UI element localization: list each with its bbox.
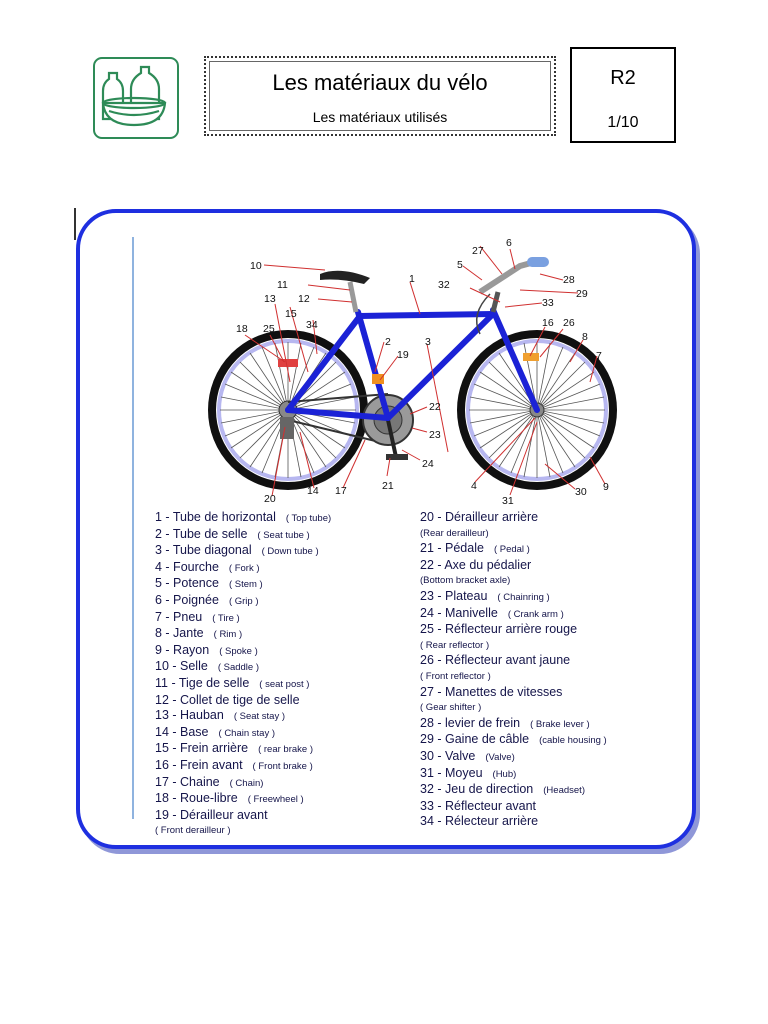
margin-mark — [74, 208, 76, 240]
label-3: 3 — [425, 336, 431, 348]
label-18: 18 — [236, 323, 248, 335]
part-list-item — [420, 782, 607, 799]
part-name-fr: 31 - Moyeu — [420, 765, 483, 780]
part-list-item — [155, 791, 331, 808]
label-26: 26 — [563, 317, 575, 329]
label-1: 1 — [409, 273, 415, 285]
part-name-fr: 27 - Manettes de vitesses — [420, 684, 563, 699]
part-list-item — [420, 732, 607, 749]
label-12: 12 — [298, 293, 310, 305]
label-6: 6 — [506, 237, 512, 249]
bike-frame — [288, 310, 537, 418]
part-list-item — [420, 799, 607, 815]
part-name-fr: 24 - Manivelle — [420, 605, 498, 620]
part-name-fr: 25 - Réflecteur arrière rouge — [420, 622, 578, 637]
part-name-en: ( Front brake ) — [252, 760, 313, 772]
part-list-item — [155, 741, 331, 758]
part-list-item — [155, 659, 331, 676]
part-name-fr: 5 - Potence — [155, 576, 219, 591]
part-list-item — [155, 725, 331, 742]
part-name-en: ( Chainring ) — [497, 591, 550, 603]
part-list-item — [155, 775, 331, 792]
part-name-en: ( Rim ) — [213, 629, 243, 641]
page-subtitle: Les matériaux utilisés — [312, 109, 448, 125]
part-list-item — [155, 676, 331, 693]
part-list-item — [155, 527, 331, 544]
label-15: 15 — [285, 308, 297, 320]
part-name-fr: 12 - Collet de tige de selle — [155, 692, 300, 707]
part-list-item — [420, 766, 607, 783]
part-list-item — [420, 622, 607, 638]
label-23: 23 — [429, 429, 441, 441]
part-name-fr: 20 - Dérailleur arrière — [420, 510, 539, 524]
part-name-en: ( Fork ) — [228, 562, 260, 574]
label-16: 16 — [542, 317, 554, 329]
part-name-fr: 15 - Frein arrière — [155, 741, 249, 756]
part-name-en: ( Spoke ) — [219, 645, 258, 657]
label-17: 17 — [335, 485, 347, 497]
part-list-item — [420, 685, 607, 701]
part-name-en: (Hub) — [492, 768, 517, 780]
label-7: 7 — [596, 350, 602, 362]
part-name-en: ( rear brake ) — [258, 744, 313, 756]
part-name-en: ( Front derailleur ) — [155, 825, 231, 837]
part-list-item — [420, 510, 607, 526]
part-name-fr: 8 - Jante — [155, 626, 204, 641]
inner-divider — [132, 237, 134, 819]
rear-reflector — [278, 359, 298, 367]
part-list-item — [420, 541, 607, 558]
part-name-fr: 7 - Pneu — [155, 609, 203, 624]
part-name-en: (Bottom bracket axle) — [420, 575, 511, 587]
label-8: 8 — [582, 331, 588, 343]
part-name-en: ( Crank arm ) — [507, 608, 564, 620]
part-list-item — [155, 593, 331, 610]
label-32: 32 — [438, 279, 450, 291]
part-name-fr: 18 - Roue-libre — [155, 791, 238, 806]
label-33: 33 — [542, 297, 554, 309]
label-11: 11 — [277, 279, 288, 291]
part-name-fr: 10 - Selle — [155, 659, 208, 674]
part-name-fr: 2 - Tube de selle — [155, 526, 248, 541]
part-list-item — [155, 510, 331, 527]
part-name-en: ( Top tube) — [285, 513, 332, 524]
document-code: R2 — [610, 67, 636, 89]
label-14: 14 — [307, 485, 319, 497]
part-name-en: ( Front reflector ) — [420, 670, 491, 682]
part-name-fr: 26 - Réflecteur avant jaune — [420, 653, 571, 668]
part-list-item — [420, 638, 607, 654]
part-name-en: ( Pedal ) — [493, 544, 530, 556]
part-name-en: ( Saddle ) — [217, 662, 259, 674]
part-list-item — [155, 576, 331, 593]
part-name-fr: 9 - Rayon — [155, 642, 210, 657]
part-list-item — [155, 560, 331, 577]
part-name-fr: 16 - Frein avant — [155, 757, 243, 772]
part-name-en: (cable housing ) — [539, 735, 607, 747]
part-list-item — [420, 606, 607, 623]
part-name-en: ( Seat stay ) — [233, 711, 286, 723]
label-2: 2 — [385, 336, 391, 348]
part-list-item — [420, 814, 607, 830]
label-4: 4 — [471, 480, 477, 492]
part-list-item — [420, 653, 607, 669]
part-list-item — [155, 693, 331, 709]
part-name-en: (Valve) — [485, 751, 515, 763]
part-name-en: ( Tire ) — [212, 612, 240, 624]
logo — [93, 57, 179, 139]
part-name-en: ( Stem ) — [228, 579, 263, 591]
part-name-fr: 17 - Chaine — [155, 774, 220, 789]
part-list-item — [420, 716, 607, 733]
label-13: 13 — [264, 293, 276, 305]
part-list-item — [155, 626, 331, 643]
label-25: 25 — [263, 323, 275, 335]
part-name-fr: 32 - Jeu de direction — [420, 782, 534, 797]
label-29: 29 — [576, 288, 588, 300]
part-name-fr: 4 - Fourche — [155, 559, 219, 574]
part-list-item — [155, 808, 331, 824]
part-name-fr: 6 - Poignée — [155, 592, 219, 607]
label-9: 9 — [603, 481, 609, 493]
part-list-item — [155, 823, 331, 839]
part-name-fr: 30 - Valve — [420, 748, 476, 763]
page-title: Les matériaux du vélo — [272, 70, 488, 95]
parts-list-right — [420, 510, 607, 830]
part-list-item — [155, 610, 331, 627]
label-28: 28 — [563, 274, 575, 286]
label-19: 19 — [397, 349, 409, 361]
front-derailleur — [372, 374, 384, 384]
label-24: 24 — [422, 458, 434, 470]
part-name-en: ( Freewheel ) — [247, 794, 304, 806]
part-name-fr: 21 - Pédale — [420, 541, 484, 556]
part-list-item — [155, 643, 331, 660]
page-number: 1/10 — [607, 114, 639, 131]
label-27: 27 — [472, 245, 484, 257]
parts-list-left — [155, 510, 331, 839]
reference-box — [570, 47, 676, 143]
part-name-fr: 1 - Tube de horizontal — [155, 510, 276, 524]
part-name-fr: 13 - Hauban — [155, 708, 224, 723]
label-21: 21 — [382, 480, 394, 492]
part-name-fr: 23 - Plateau — [420, 588, 488, 603]
part-name-fr: 22 - Axe du pédalier — [420, 557, 532, 572]
part-name-fr: 14 - Base — [155, 724, 209, 739]
part-name-en: (Rear derailleur) — [420, 527, 489, 539]
part-name-fr: 3 - Tube diagonal — [155, 543, 252, 558]
title-box — [204, 56, 556, 136]
part-name-en: ( Seat tube ) — [257, 529, 310, 541]
part-name-en: ( Chain) — [229, 777, 264, 789]
part-list-item — [155, 543, 331, 560]
part-list-item — [420, 526, 607, 542]
part-list-item — [420, 573, 607, 589]
part-name-fr: 29 - Gaine de câble — [420, 732, 530, 747]
part-list-item — [155, 758, 331, 775]
label-10: 10 — [250, 260, 262, 272]
label-30: 30 — [575, 486, 587, 498]
part-name-fr: 33 - Réflecteur avant — [420, 798, 537, 813]
part-list-item — [420, 700, 607, 716]
label-5: 5 — [457, 259, 463, 271]
bottles-and-bowl-icon — [95, 59, 177, 137]
part-list-item — [155, 708, 331, 725]
part-name-fr: 34 - Rélecteur arrière — [420, 814, 539, 829]
part-list-item — [420, 589, 607, 606]
part-list-item — [420, 669, 607, 685]
part-name-fr: 11 - Tige de selle — [155, 675, 250, 690]
part-list-item — [420, 558, 607, 574]
part-name-en: ( Gear shifter ) — [420, 702, 482, 714]
label-20: 20 — [264, 493, 276, 505]
part-name-fr: 28 - levier de frein — [420, 715, 521, 730]
part-name-en: (Headset) — [543, 785, 585, 797]
label-31: 31 — [502, 495, 514, 507]
part-name-en: ( Grip ) — [228, 595, 259, 607]
part-name-en: ( Brake lever ) — [530, 718, 590, 730]
bicycle-diagram — [180, 232, 620, 507]
part-name-en: ( Chain stay ) — [218, 727, 276, 739]
part-name-fr: 19 - Dérailleur avant — [155, 807, 268, 822]
part-list-item — [420, 749, 607, 766]
label-34: 34 — [306, 319, 318, 331]
part-name-en: ( Down tube ) — [261, 546, 319, 558]
part-name-en: ( Rear reflector ) — [420, 639, 490, 651]
label-22: 22 — [429, 401, 441, 413]
part-name-en: ( seat post ) — [259, 678, 310, 690]
